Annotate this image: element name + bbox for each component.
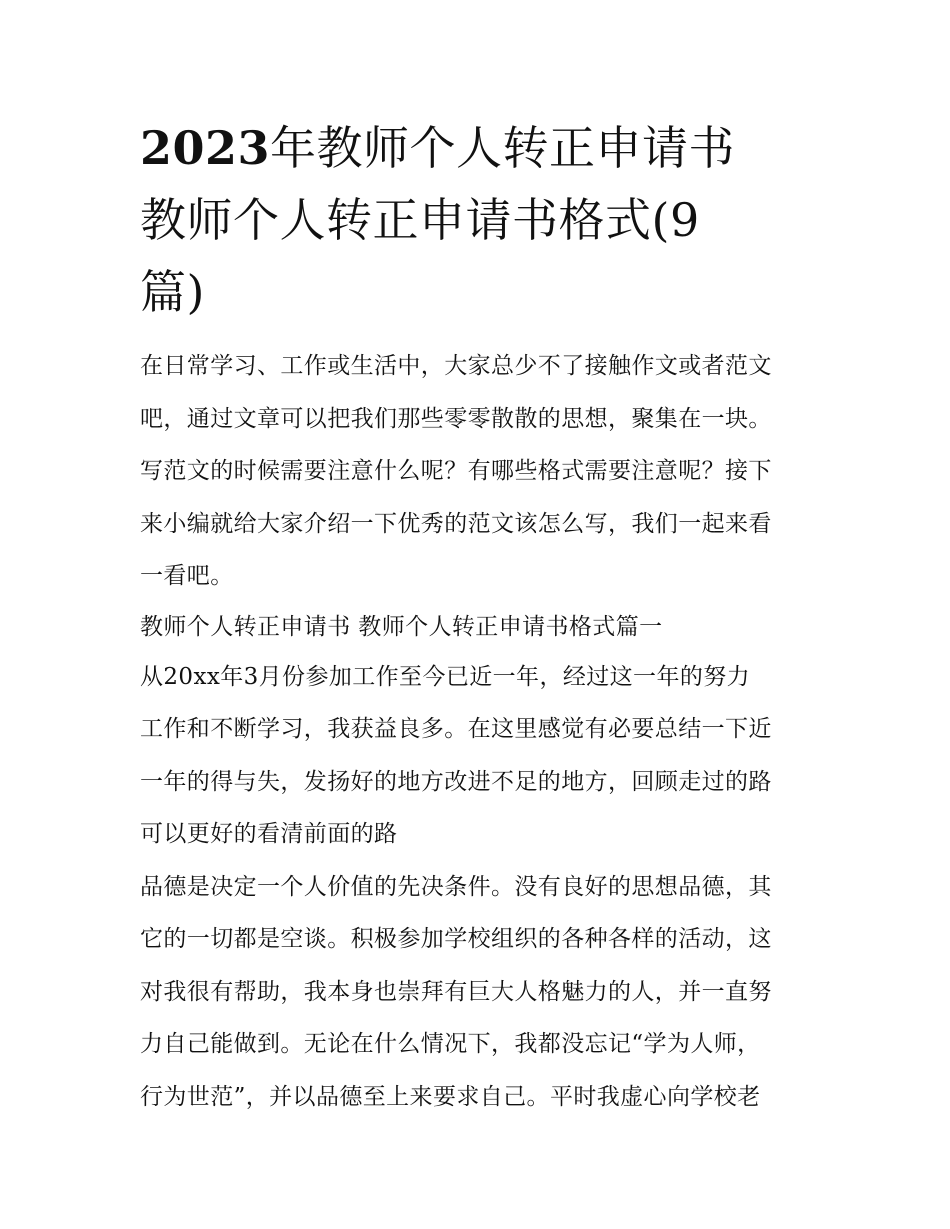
document-title [140, 112, 820, 328]
title-line-1 [140, 112, 820, 184]
body-line: 力自己能做到。无论在什么情况下，我都没忘记“学为人师， [140, 1031, 761, 1057]
body-line: 品德是决定一个人价值的先决条件。没有良好的思想品德，其 [140, 873, 772, 900]
body-line: 工作和不断学习，我获益良多。在这里感觉有必要总结一下近 [140, 716, 772, 742]
document-body [140, 340, 820, 1123]
body-line: 一看吧。 [140, 563, 234, 589]
body-line: 行为世范”，并以品德至上来要求自己。平时我虚心向学校老 [140, 1083, 761, 1110]
title-year: 2023 [140, 121, 271, 175]
body-line: 在日常学习、工作或生活中，大家总少不了接触作文或者范文 [140, 353, 772, 379]
title-line-2: 教师个人转正申请书格式(9 [140, 193, 700, 247]
body-line: 从20xx年3月份参加工作至今已近一年，经过这一年的努力 [140, 663, 751, 690]
body-line: 可以更好的看清前面的路 [140, 821, 398, 847]
section-heading: 教师个人转正申请书 教师个人转正申请书格式篇一 [140, 613, 663, 640]
body-line: 它的一切都是空谈。积极参加学校组织的各种各样的活动，这 [140, 926, 772, 952]
body-line: 来小编就给大家介绍一下优秀的范文该怎么写，我们一起来看 [140, 510, 772, 537]
body-line: 对我很有帮助，我本身也崇拜有巨大人格魅力的人，并一直努 [140, 978, 772, 1005]
document-page [140, 112, 820, 1123]
title-line-1-text: 年教师个人转正申请书 [270, 121, 736, 175]
body-line: 写范文的时候需要注意什么呢？有哪些格式需要注意呢？接下 [140, 458, 772, 484]
body-line: 吧，通过文章可以把我们那些零零散散的思想，聚集在一块。 [140, 405, 772, 432]
title-line-3: 篇) [140, 265, 205, 319]
body-line: 一年的得与失，发扬好的地方改进不足的地方，回顾走过的路 [140, 768, 772, 795]
